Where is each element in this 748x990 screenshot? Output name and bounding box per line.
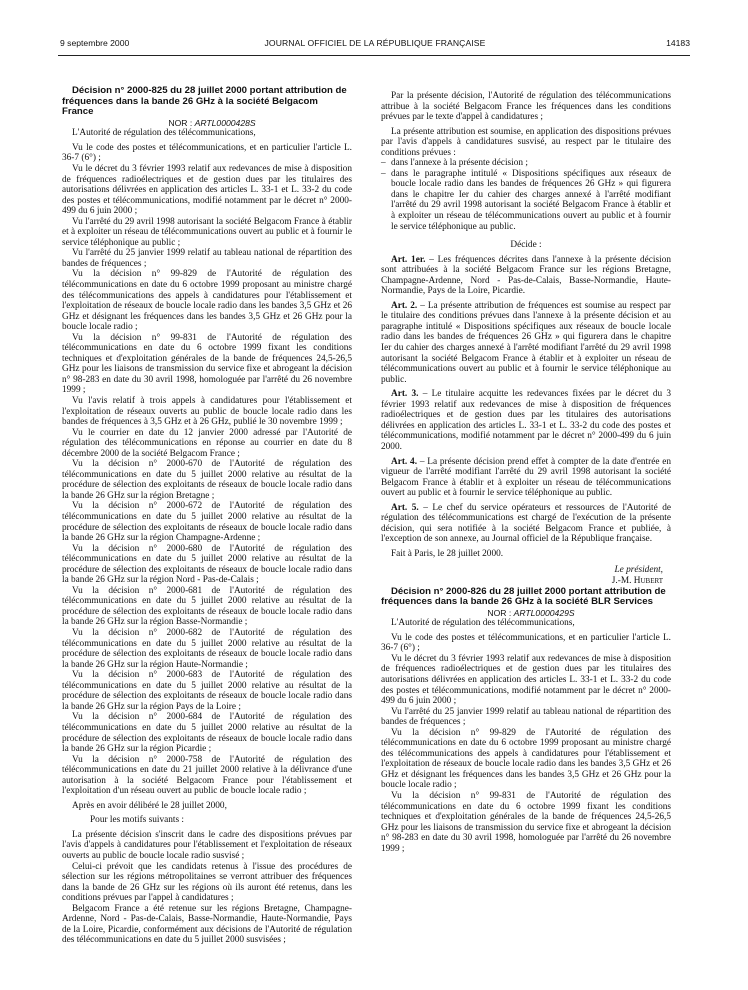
deliberation-line: Après en avoir délibéré le 28 juillet 2000,: [72, 800, 227, 811]
visa-paragraph: Vu la décision n° 2000-681 de l'Autorité de régulation des télécommunications en date du 5 juillet 2000 relative au résultat de la procédure de sélection des exploitants de réseaux de boucle locale radio dans la bande 26 GHz sur la région Basse-Normandie ;: [62, 585, 352, 628]
visa-paragraph: Vu l'arrêté du 25 janvier 1999 relatif au tableau national de répartition des bandes de fréquences ;: [62, 248, 352, 269]
visa-paragraph: Vu la décision n° 99-831 de l'Autorité de régulation des télécommunications en date du 6 octobre 1999 fixant les conditions techniques et d'exploitation générales de la bande de fréquences 24,5-26,5 GHz pour les liaisons de transmission du service fixe et abrogeant la décision n° 98-283 en date du 30 avril 1998, homologuée par l'arrêté du 26 novembre 1999 ;: [381, 791, 671, 854]
condition-item: – dans le paragraphe intitulé « Dispositions spécifiques aux réseaux de boucle locale radio dans les bandes de fréquences 26 GHz » qui figurera dans le chapitre Ier du cahier des charges annexé à l'arrêté modifiant l'arrêté du 29 avril 1998 autorisant la société Belgacom France à établir et à exploiter un réseau de télécommunications ouvert au public et à fournir le service téléphonique au public.: [381, 168, 671, 232]
consideration-paragraph: La présente attribution est soumise, en application des dispositions prévues par l'avis d'appels à candidatures susvisé, au respect par le titulaire des conditions prévues :: [381, 126, 671, 158]
decide-heading: Décide :: [510, 240, 542, 251]
article-5: Art. 5. – Le chef du service opérateurs et ressources de l'Autorité de régulation des télécommunications est chargé de l'exécution de la présente décision, qui sera notifiée à la société Belgacom France et publiée, à l'exception de son annexe, au Journal officiel de la République française.: [381, 502, 671, 545]
visa-paragraph: Vu la décision n° 99-829 de l'Autorité de régulation des télécommunications en date du 6 octobre 1999 proposant au ministre chargé des télécommunications des appels à candidatures pour l'établissement et l'exploitation de réseaux de boucle locale radio dans les bandes 3,5 GHz et 26 GHz et désignant les fréquences dans les bandes 3,5 GHz et 26 GHz pour la boucle locale radio ;: [381, 727, 671, 791]
page-number: 14183: [666, 38, 690, 48]
visa-paragraph: Vu l'avis relatif à trois appels à candidatures pour l'établissement et l'exploitation de réseaux ouverts au public de boucle locale radio dans les bandes de fréquences à 3,5 GHz et à 26 GHz, publié le 30 novembre 1999 ;: [62, 396, 352, 428]
decision-1-nor: [62, 118, 352, 129]
consideration-paragraph: La présente décision s'inscrit dans le cadre des dispositions prévues par l'avis d'appels à candidatures pour l'établissement et l'exploitation de réseaux ouverts au public de boucle locale radio susvisé ;: [62, 829, 352, 861]
decision-2-nor: [381, 608, 671, 619]
visa-paragraph: Vu la décision n° 2000-683 de l'Autorité de régulation des télécommunications en date du 5 juillet 2000 relative au résultat de la procédure de sélection des exploitants de réseaux de boucle locale radio dans la bande 26 GHz sur la région Pays de la Loire ;: [62, 670, 352, 712]
right-column: [381, 91, 671, 854]
visa-paragraph: Vu la décision n° 2000-758 de l'Autorité de régulation des télécommunications en date du 21 juillet 2000 relative à la délivrance d'une autorisation à la société Belgacom France pour l'établissement et l'exploitation d'un réseau ouvert au public de boucle locale radio ;: [62, 754, 352, 797]
article-4: Art. 4. – La présente décision prend effet à compter de la date d'entrée en vigueur de l'arrêté modifiant l'arrêté du 29 avril 1998 autorisant la société Belgacom France à établir et à exploiter un réseau de télécommunications ouvert au public et à fournir le service téléphonique au public.: [381, 456, 672, 499]
decision-2-intro: L'Autorité de régulation des télécommunications,: [391, 618, 575, 629]
consideration-paragraph: Par la présente décision, l'Autorité de régulation des télécommunications attribue à la société Belgacom France les fréquences dans les conditions prévues par le texte d'appel à candidatures ;: [381, 91, 671, 123]
visa-paragraph: Vu le décret du 3 février 1993 relatif aux redevances de mise à disposition de fréquences radioélectriques et de gestion dues par les titulaires des autorisations délivrées en application des articles L. 33-1 et L. 33-2 du code des postes et télécommunications, modifié notamment par le décret n° 2000-499 du 6 juin 2000 ;: [62, 163, 352, 217]
consideration-paragraph: Celui-ci prévoit que les candidats retenus à l'issue des procédures de sélection sur les régions métropolitaines se verront attribuer des fréquences dans la bande de 26 GHz sur les régions où ils auront été retenus, dans les conditions prévues par l'appel à candidatures ;: [62, 861, 352, 904]
visa-paragraph: Vu la décision n° 2000-682 de l'Autorité de régulation des télécommunications en date du 5 juillet 2000 relative au résultat de la procédure de sélection des exploitants de réseaux de boucle locale radio dans la bande 26 GHz sur la région Haute-Normandie ;: [62, 628, 352, 670]
visa-paragraph: Vu la décision n° 99-831 de l'Autorité de régulation des télécommunications en date du 6 octobre 1999 fixant les conditions techniques et d'exploitation générales de la bande de fréquences 24,5-26,5 GHz pour les liaisons de transmission du service fixe et abrogeant la décision n° 98-283 en date du 30 avril 1998, homologuée par l'arrêté du 26 novembre 1999 ;: [62, 332, 352, 396]
visa-paragraph: Vu l'arrêté du 25 janvier 1999 relatif au tableau national de répartition des bandes de fréquences ;: [381, 706, 671, 728]
header-rule: [58, 55, 690, 56]
article-2: Art. 2. – La présente attribution de fréquences est soumise au respect par le titulaire des conditions prévues dans l'annexe à la présente décision et au paragraphe intitulé « Dispositions spécifiques aux réseaux de boucle locale radio dans les bandes de fréquences 26 GHz » qui figurera dans le chapitre Ier du cahier des charges annexé à l'arrêté modifiant l'arrêté du 29 avril 1998 autorisant la société Belgacom France à établir et à exploiter un réseau de télécommunications ouvert au public et à fournir le service téléphonique au public.: [381, 300, 671, 385]
visa-paragraph: Vu la décision n° 99-829 de l'Autorité de régulation des télécommunications en date du 6 octobre 1999 proposant au ministre chargé des télécommunications des appels à candidatures pour l'établissement et l'exploitation de réseaux de boucle locale radio dans les bandes 3,5 GHz et 26 GHz et désignant les fréquences dans les bandes 3,5 GHz et 26 GHz pour la boucle locale radio ;: [62, 269, 352, 333]
visa-paragraph: Vu le courrier en date du 12 janvier 2000 adressé par l'Autorité de régulation des télécommunications en réponse au courrier en date du 8 décembre 2000 de la société Belgacom France ;: [62, 427, 352, 459]
visa-paragraph: Vu la décision n° 2000-684 de l'Autorité de régulation des télécommunications en date du 5 juillet 2000 relative au résultat de la procédure de sélection des exploitants de réseaux de boucle locale radio dans la bande 26 GHz sur la région Picardie ;: [62, 712, 352, 755]
decision-1-title: Décision n° 2000-825 du 28 juillet 2000 portant attribution de fréquences dans la bande 26 GHz à la société Belgacom France: [62, 85, 347, 118]
visa-paragraph: Vu la décision n° 2000-670 de l'Autorité de régulation des télécommunications en date du 5 juillet 2000 relative au résultat de la procédure de sélection des exploitants de réseaux de boucle locale radio dans la bande 26 GHz sur la région Bretagne ;: [62, 459, 352, 501]
visa-paragraph: Vu le code des postes et télécommunications, et en particulier l'article L. 36-7 (6°) ;: [381, 632, 671, 654]
signature-place-date: Fait à Paris, le 28 juillet 2000.: [391, 548, 504, 559]
visa-paragraph: Vu la décision n° 2000-680 de l'Autorité de régulation des télécommunications en date du 5 juillet 2000 relative au résultat de la procédure de sélection des exploitants de réseaux de boucle locale radio dans la bande 26 GHz sur la région Nord - Pas-de-Calais ;: [62, 543, 352, 586]
condition-item: – dans l'annexe à la présente décision ;: [381, 158, 528, 169]
page-header: [60, 38, 690, 52]
visa-paragraph: Vu la décision n° 2000-672 de l'Autorité de régulation des télécommunications en date du 5 juillet 2000 relative au résultat de la procédure de sélection des exploitants de réseaux de boucle locale radio dans la bande 26 GHz sur la région Champagne-Ardenne ;: [62, 501, 352, 544]
visa-paragraph: Vu le décret du 3 février 1993 relatif aux redevances de mise à disposition de fréquences radioélectriques et de gestion dues par les titulaires des autorisations délivrées en application des articles L. 33-1 et L. 33-2 du code des postes et télécommunications, modifié notamment par le décret n° 2000-499 du 6 juin 2000 ;: [381, 653, 671, 707]
consideration-paragraph: Belgacom France a été retenue sur les régions Bretagne, Champagne-Ardenne, Nord - Pas-de-Calais, Basse-Normandie, Haute-Normandie, Pays de la Loire, Picardie, conformément aux décisions de l'Autorité de régulation des télécommunications en date du 5 juillet 2000 susvisées ;: [62, 903, 352, 946]
visa-paragraph: Vu le code des postes et télécommunications, et en particulier l'article L. 36-7 (6°) ;: [62, 142, 352, 164]
signature-name: J.-M. Hubert: [611, 575, 663, 586]
article-1: Art. 1er. – Les fréquences décrites dans l'annexe à la présente décision sont attribuées à la société Belgacom France sur les régions Bretagne, Champagne-Ardenne, Nord - Pas-de-Calais, Basse-Normandie, Haute-Normandie, Pays de la Loire, Picardie.: [381, 254, 672, 297]
nor-code: ARTL0000428S: [194, 117, 256, 128]
nor-code: ARTL0000429S: [513, 607, 575, 618]
article-3: Art. 3. – Le titulaire acquitte les redevances fixées par le décret du 3 février 1993 relatif aux redevances de mise à disposition de fréquences radioélectriques et de gestion dues par les titulaires des autorisations délivrées en application des articles L. 33-1 et L. 33-2 du code des postes et télécommunications, modifié notamment par le décret n° 2000-499 du 6 juin 2000.: [381, 389, 672, 452]
decision-2-title: Décision n° 2000-826 du 28 juillet 2000 portant attribution de fréquences dans la bande 26 GHz à la société BLR Services: [381, 585, 666, 608]
journal-title: JOURNAL OFFICIEL DE LA RÉPUBLIQUE FRANÇAISE: [264, 38, 486, 48]
issue-date: 9 septembre 2000: [60, 38, 130, 48]
left-column: [62, 86, 352, 946]
nor-label: NOR :: [168, 117, 193, 128]
signature-title: Le président,: [614, 565, 663, 576]
visa-paragraph: Vu l'arrêté du 29 avril 1998 autorisant la société Belgacom France à établir et à exploiter un réseau de télécommunications ouvert au public et à fournir le service téléphonique au public ;: [62, 216, 352, 248]
motifs-heading: Pour les motifs suivants :: [90, 815, 185, 826]
nor-label: NOR :: [487, 607, 512, 618]
decision-1-intro: L'Autorité de régulation des télécommunications,: [72, 128, 256, 139]
